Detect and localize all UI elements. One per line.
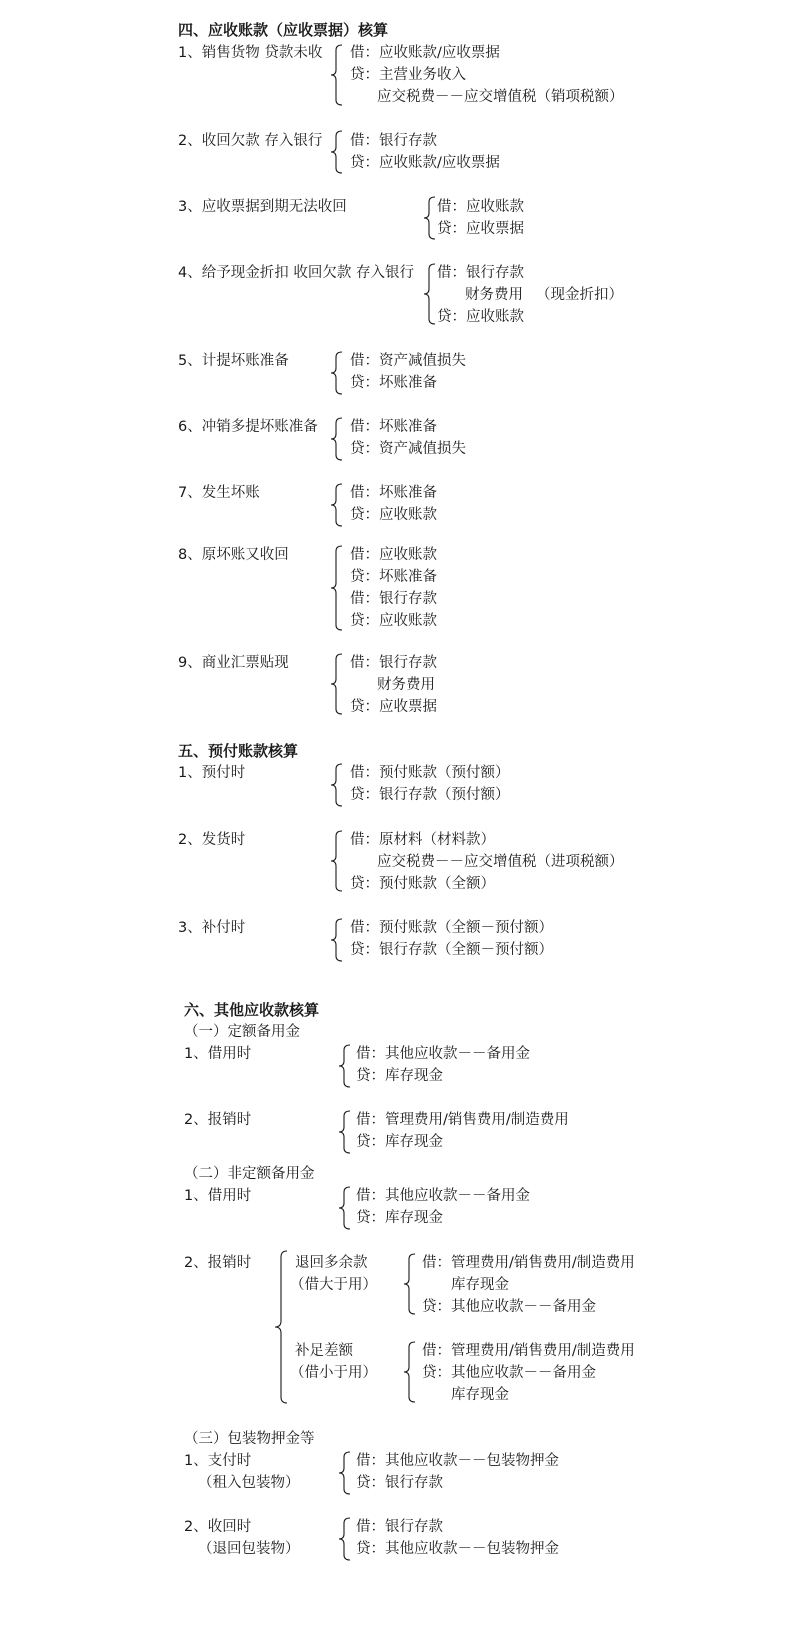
debit-line: 库存现金: [451, 1277, 509, 1293]
subsection-1-title: （一）定额备用金: [184, 1024, 300, 1040]
entry-6-1-1-label: 1、借用时: [184, 1046, 252, 1062]
case-note: （借大于用）: [290, 1277, 377, 1293]
brace: [330, 653, 346, 715]
debit-line: 借：坏账准备: [350, 419, 437, 435]
debit-line: 借：资产减值损失: [350, 353, 466, 369]
entry-6-3-2-label: 2、收回时: [184, 1519, 252, 1535]
entry-4-2-label: 2、收回欠款 存入银行: [178, 133, 323, 149]
debit-line: 借：坏账准备: [350, 485, 437, 501]
credit-line: 贷：坏账准备: [350, 569, 437, 585]
credit-line: 贷：库存现金: [356, 1134, 443, 1150]
brace: [338, 1186, 354, 1230]
debit-line: 借：银行存款: [350, 591, 437, 607]
entry-4-3-label: 3、应收票据到期无法收回: [178, 199, 347, 215]
credit-line: 贷：主营业务收入: [350, 67, 466, 83]
credit-line: 贷：库存现金: [356, 1068, 443, 1084]
credit-line: 贷：银行存款（全额－预付额）: [350, 942, 553, 958]
entry-4-8-label: 8、原坏账又收回: [178, 547, 289, 563]
entry-4-4-label: 4、给予现金折扣 收回欠款 存入银行: [178, 265, 414, 281]
credit-line: 贷：坏账准备: [350, 375, 437, 391]
subsection-2-title: （二）非定额备用金: [184, 1166, 315, 1182]
case-note: （借小于用）: [290, 1365, 377, 1381]
entry-4-5-label: 5、计提坏账准备: [178, 353, 289, 369]
credit-line: 贷：应收票据: [437, 221, 524, 237]
debit-line: 借：其他应收款－－包装物押金: [356, 1453, 559, 1469]
entry-5-1-label: 1、预付时: [178, 765, 246, 781]
debit-line: 借：管理费用/销售费用/制造费用: [356, 1112, 569, 1128]
credit-line: 库存现金: [451, 1387, 509, 1403]
entry-6-2-1-label: 1、借用时: [184, 1188, 252, 1204]
note: （现金折扣）: [536, 287, 623, 303]
credit-line: 贷：资产减值损失: [350, 441, 466, 457]
brace: [330, 417, 346, 461]
brace: [338, 1517, 354, 1561]
debit-line: 借：管理费用/销售费用/制造费用: [422, 1255, 635, 1271]
credit-line: 贷：银行存款: [356, 1475, 443, 1491]
debit-line: 借：其他应收款－－备用金: [356, 1046, 530, 1062]
brace: [403, 1341, 419, 1403]
brace: [330, 763, 346, 807]
brace: [330, 545, 346, 631]
entry-5-2-label: 2、发货时: [178, 832, 246, 848]
credit-line: 应交税费－－应交增值税（销项税额）: [377, 89, 624, 105]
debit-line: 借：其他应收款－－备用金: [356, 1188, 530, 1204]
debit-line: 借：银行存款: [350, 655, 437, 671]
credit-line: 贷：应收账款: [350, 613, 437, 629]
debit-line: 应交税费－－应交增值税（进项税额）: [377, 854, 624, 870]
section-6-title: 六、其他应收款核算: [184, 1001, 320, 1019]
debit-line: 借：应收账款/应收票据: [350, 45, 500, 61]
debit-line: 借：银行存款: [356, 1519, 443, 1535]
entry-4-1-label: 1、销售货物 贷款未收: [178, 45, 323, 61]
credit-line: 贷：应收票据: [350, 699, 437, 715]
debit-line: 借：应收账款: [350, 547, 437, 563]
entry-6-2-2-label: 2、报销时: [184, 1255, 252, 1271]
entry-6-3-2-note: （退回包装物）: [198, 1541, 300, 1557]
brace: [330, 351, 346, 395]
credit-line: 贷：其他应收款－－包装物押金: [356, 1541, 559, 1557]
brace: [330, 918, 346, 962]
credit-line: 贷：应收账款: [437, 309, 524, 325]
credit-line: 贷：库存现金: [356, 1210, 443, 1226]
entry-6-1-2-label: 2、报销时: [184, 1112, 252, 1128]
subsection-3-title: （三）包装物押金等: [184, 1431, 315, 1447]
debit-line: 借：应收账款: [437, 199, 524, 215]
credit-line: 贷：其他应收款－－备用金: [422, 1365, 596, 1381]
debit-line: 财务费用: [377, 677, 435, 693]
credit-line: 贷：应收账款/应收票据: [350, 155, 500, 171]
brace: [330, 483, 346, 527]
entry-5-3-label: 3、补付时: [178, 920, 246, 936]
debit-line: 借：管理费用/销售费用/制造费用: [422, 1343, 635, 1359]
debit-line: 借：原材料（材料款）: [350, 832, 495, 848]
brace: [330, 44, 346, 106]
case-label: 退回多余款: [295, 1255, 368, 1271]
brace: [330, 130, 346, 174]
brace: [338, 1110, 354, 1154]
credit-line: 贷：其他应收款－－备用金: [422, 1299, 596, 1315]
case-label: 补足差额: [295, 1343, 353, 1359]
debit-line: 借：预付账款（全额－预付额）: [350, 920, 553, 936]
debit-line: 借：银行存款: [437, 265, 524, 281]
brace: [338, 1451, 354, 1495]
entry-4-9-label: 9、商业汇票贴现: [178, 655, 289, 671]
debit-line: 借：预付账款（预付额）: [350, 765, 510, 781]
debit-line: 财务费用: [465, 287, 523, 303]
outer-brace: [274, 1250, 290, 1405]
credit-line: 贷：预付账款（全额）: [350, 876, 495, 892]
entry-6-3-1-label: 1、支付时: [184, 1453, 252, 1469]
credit-line: 贷：银行存款（预付额）: [350, 787, 510, 803]
brace: [403, 1253, 419, 1315]
entry-6-3-1-note: （租入包装物）: [198, 1475, 300, 1491]
entry-4-7-label: 7、发生坏账: [178, 485, 260, 501]
section-4-title: 四、应收账款（应收票据）核算: [178, 21, 389, 39]
section-5-title: 五、预付账款核算: [178, 742, 299, 760]
credit-line: 贷：应收账款: [350, 507, 437, 523]
debit-line: 借：银行存款: [350, 133, 437, 149]
brace: [338, 1044, 354, 1088]
brace: [330, 830, 346, 892]
entry-4-6-label: 6、冲销多提坏账准备: [178, 419, 318, 435]
